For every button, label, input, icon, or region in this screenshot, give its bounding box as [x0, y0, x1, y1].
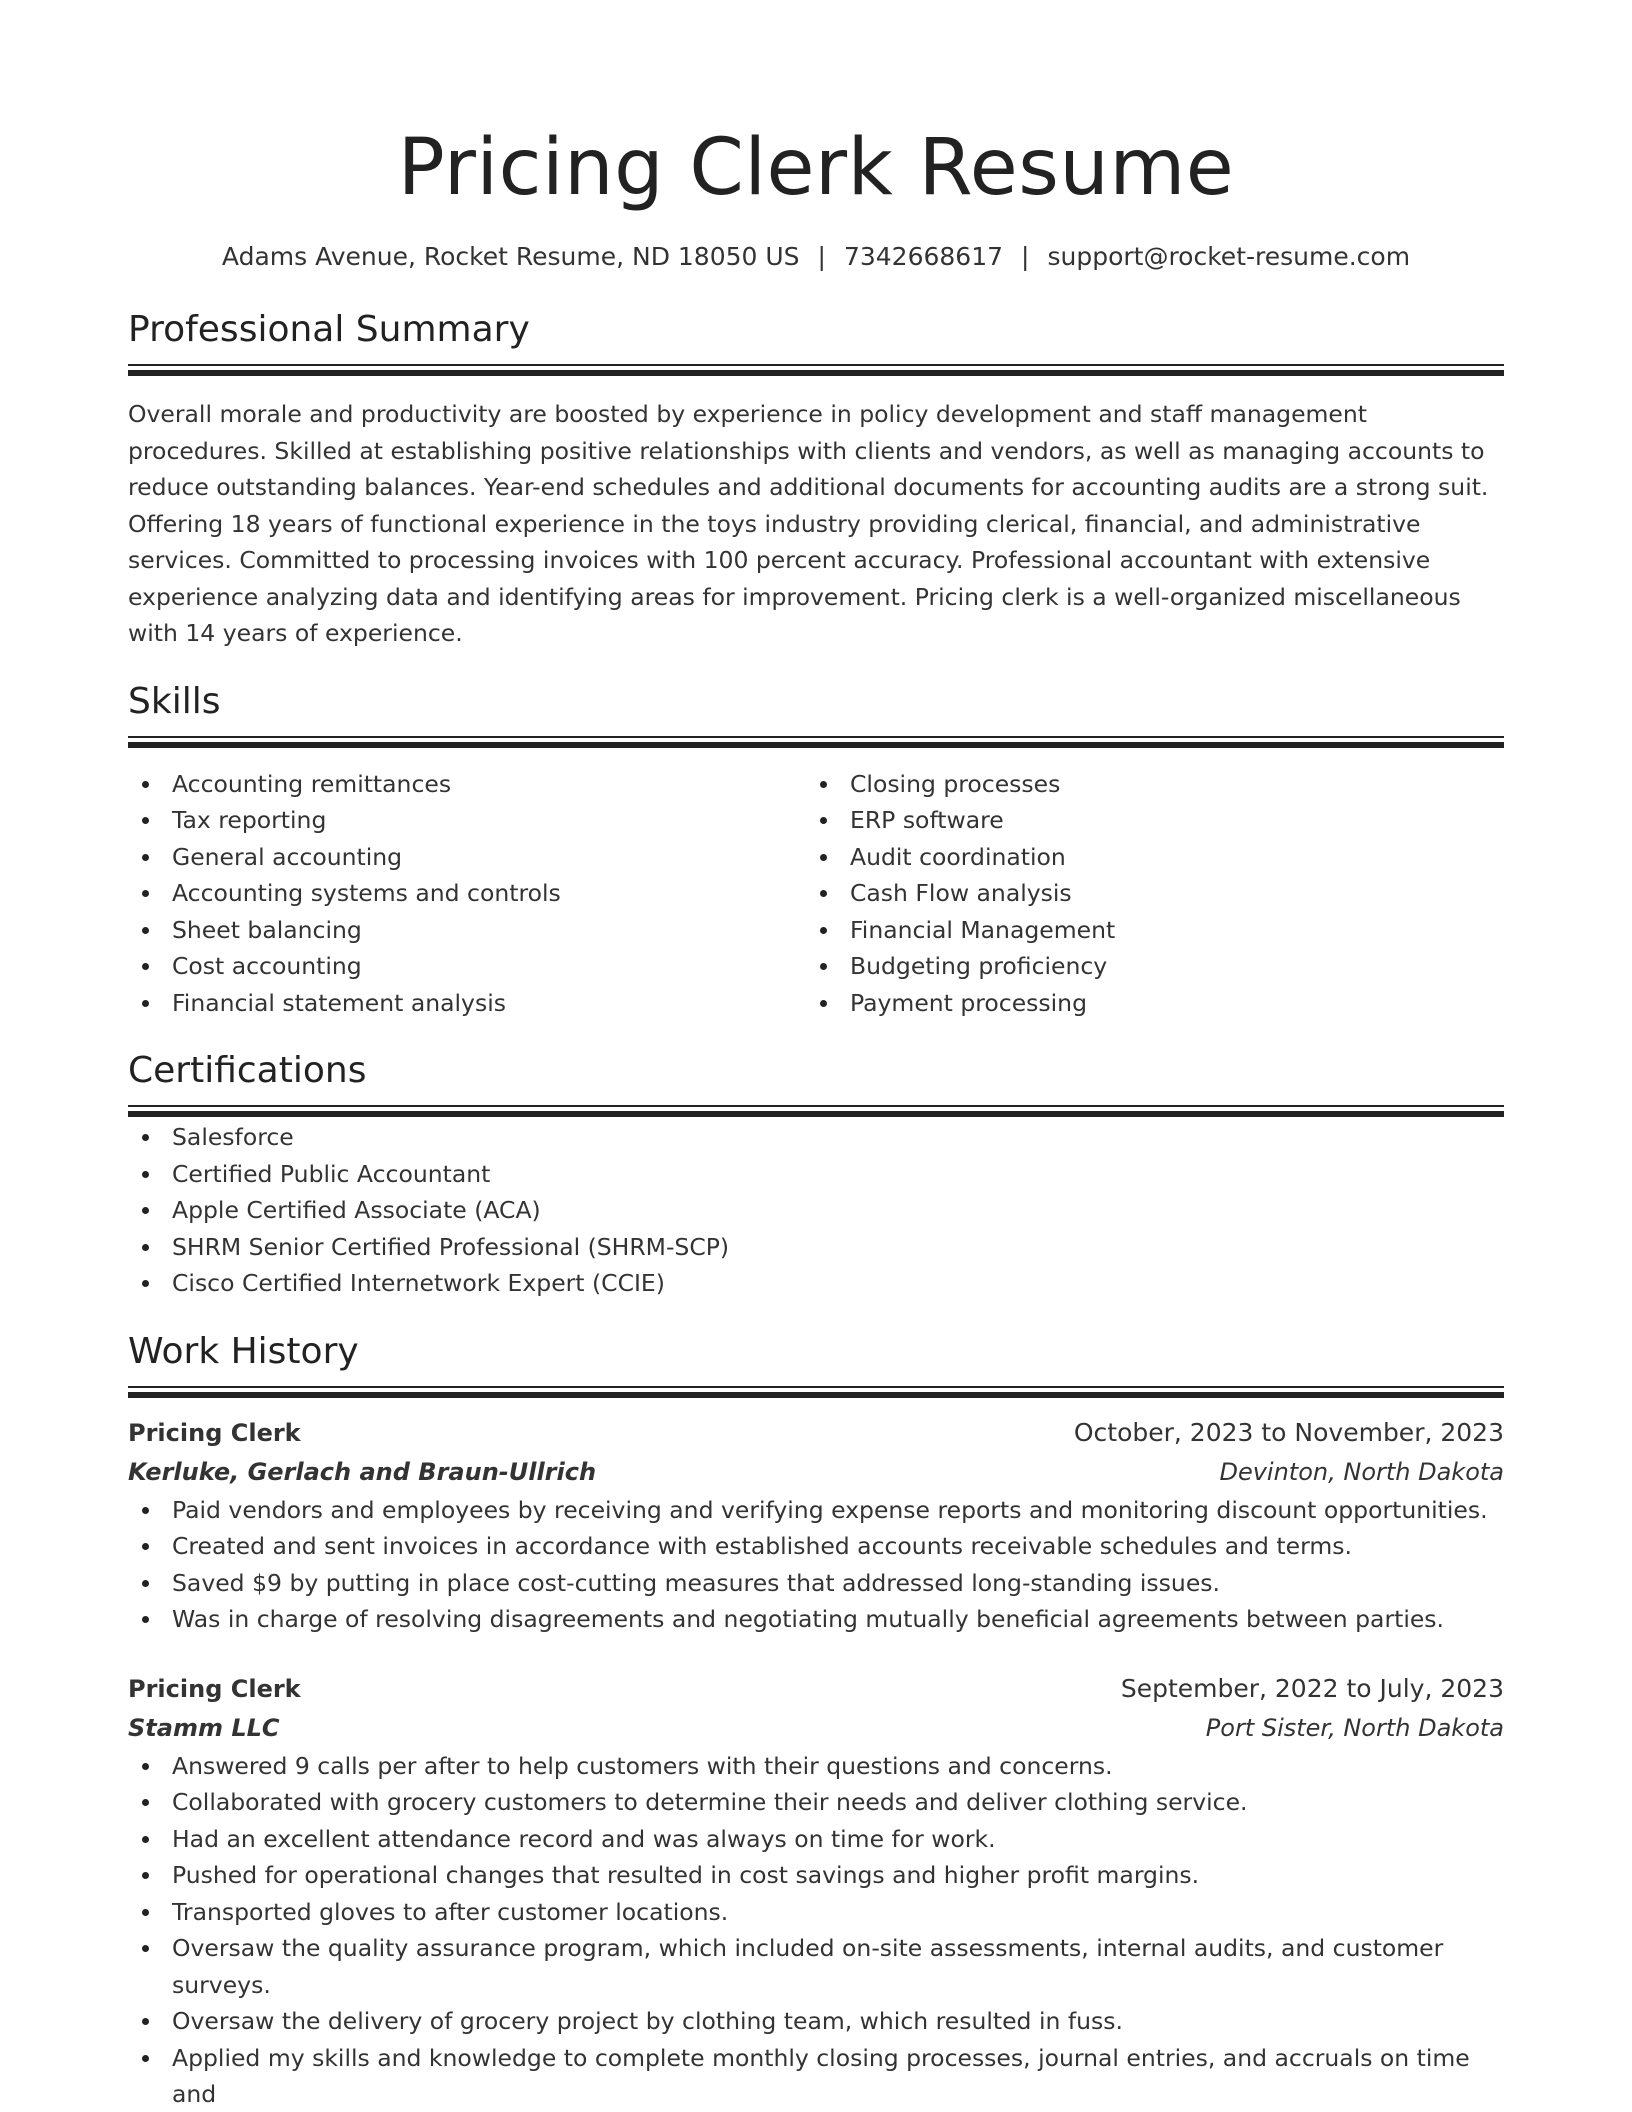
- work-history-heading: Work History: [128, 1330, 359, 1372]
- summary-heading: Professional Summary: [128, 309, 530, 350]
- job-dates: October, 2023 to November, 2023: [1073, 1417, 1504, 1447]
- skill-item: Closing processes: [806, 766, 1484, 803]
- skill-item: Budgeting proficiency: [806, 948, 1484, 985]
- skills-columns: [128, 766, 1504, 1022]
- job-duty: Oversaw the quality assurance program, which included on-site assessments, internal audits, and customer surveys.: [128, 1930, 1504, 2003]
- section-divider: [128, 364, 1504, 378]
- job-duty: Created and sent invoices in accordance with established accounts receivable schedules and terms.: [128, 1528, 1504, 1565]
- job-duty: Collaborated with grocery customers to determine their needs and deliver clothing service.: [128, 1784, 1504, 1821]
- job-duty: Saved $9 by putting in place cost-cutting measures that addressed long-standing issues.: [128, 1565, 1504, 1602]
- certification-item: SHRM Senior Certified Professional (SHRM-SCP): [128, 1229, 1504, 1266]
- certifications-heading: Certifications: [128, 1050, 367, 1091]
- skills-section: [128, 680, 1504, 1022]
- job-dates: September, 2022 to July, 2023: [1120, 1673, 1504, 1703]
- contact-line: [128, 240, 1504, 274]
- skills-heading: Skills: [128, 680, 221, 722]
- job-duties-list: [128, 1492, 1504, 1638]
- job-title: Pricing Clerk: [128, 1418, 301, 1447]
- skill-item: Financial statement analysis: [128, 985, 806, 1022]
- job-duty: Had an excellent attendance record and was always on time for work.: [128, 1821, 1504, 1858]
- job-title: Pricing Clerk: [128, 1674, 301, 1703]
- contact-email: support@rocket-resume.com: [1047, 242, 1411, 271]
- certification-item: Salesforce: [128, 1119, 1504, 1156]
- summary-section: [128, 308, 1504, 652]
- skill-item: General accounting: [128, 839, 806, 876]
- contact-address: Adams Avenue, Rocket Resume, ND 18050 US: [221, 242, 800, 271]
- job-duty: Transported gloves to after customer locations.: [128, 1894, 1504, 1931]
- work-history-section: [128, 1330, 1504, 2112]
- contact-separator: |: [1021, 242, 1030, 271]
- skill-item: Payment processing: [806, 985, 1484, 1022]
- job-duty: Was in charge of resolving disagreements and negotiating mutually beneficial agreements between parties.: [128, 1601, 1504, 1638]
- certifications-section: [128, 1049, 1504, 1302]
- job-company: Kerluke, Gerlach and Braun-Ullrich: [128, 1457, 597, 1486]
- contact-phone: 7342668617: [843, 242, 1004, 271]
- contact-separator: |: [817, 242, 826, 271]
- skill-item: Cash Flow analysis: [806, 875, 1484, 912]
- resume-title: Pricing Clerk Resume: [397, 123, 1235, 213]
- skill-item: Cost accounting: [128, 948, 806, 985]
- skill-item: Accounting systems and controls: [128, 875, 806, 912]
- skill-item: Financial Management: [806, 912, 1484, 949]
- job-entry: [128, 1670, 1504, 2112]
- job-subheader: [128, 1452, 1504, 1492]
- section-divider: [128, 736, 1504, 750]
- job-duties-list: [128, 1748, 1504, 2112]
- certification-item: Cisco Certified Internetwork Expert (CCIE): [128, 1265, 1504, 1302]
- skill-item: Accounting remittances: [128, 766, 806, 803]
- job-location: Port Sister, North Dakota: [1205, 1713, 1504, 1742]
- job-subheader: [128, 1708, 1504, 1748]
- skill-item: Audit coordination: [806, 839, 1484, 876]
- job-header: [128, 1670, 1504, 1708]
- job-duty: Pushed for operational changes that resulted in cost savings and higher profit margins.: [128, 1857, 1504, 1894]
- skills-list-right: [806, 766, 1484, 1022]
- skill-item: Sheet balancing: [128, 912, 806, 949]
- certification-item: Certified Public Accountant: [128, 1156, 1504, 1193]
- job-duty: Applied my skills and knowledge to complete monthly closing processes, journal entries, and accruals on time and: [128, 2040, 1504, 2112]
- job-duty: Answered 9 calls per after to help customers with their questions and concerns.: [128, 1748, 1504, 1785]
- certification-item: Apple Certified Associate (ACA): [128, 1192, 1504, 1229]
- job-header: [128, 1414, 1504, 1452]
- job-duty: Paid vendors and employees by receiving and verifying expense reports and monitoring discount opportunities.: [128, 1492, 1504, 1529]
- section-divider: [128, 1105, 1504, 1119]
- job-location: Devinton, North Dakota: [1219, 1457, 1504, 1486]
- section-divider: [128, 1386, 1504, 1400]
- certifications-list: [128, 1119, 1504, 1302]
- resume-page: [128, 0, 1504, 2112]
- summary-text: Overall morale and productivity are boosted by experience in policy development and staff management procedures. Skilled at establishing positive relationships with clients and vendors, as well as managing accounts to reduce outstanding balances. Year-end schedules and additional documents for accounting audits are a strong suit. Offering 18 years of functional experience in the toys industry providing clerical, financial, and administrative services. Committed to processing invoices with 100 percent accuracy. Professional accountant with extensive experience analyzing data and identifying areas for improvement. Pricing clerk is a well-organized miscellaneous with 14 years of experience.: [128, 400, 1489, 647]
- job-duty: Oversaw the delivery of grocery project by clothing team, which resulted in fuss.: [128, 2003, 1504, 2040]
- job-company: Stamm LLC: [128, 1713, 280, 1742]
- skill-item: ERP software: [806, 802, 1484, 839]
- skills-list-left: [128, 766, 806, 1022]
- job-entry: [128, 1414, 1504, 1638]
- skill-item: Tax reporting: [128, 802, 806, 839]
